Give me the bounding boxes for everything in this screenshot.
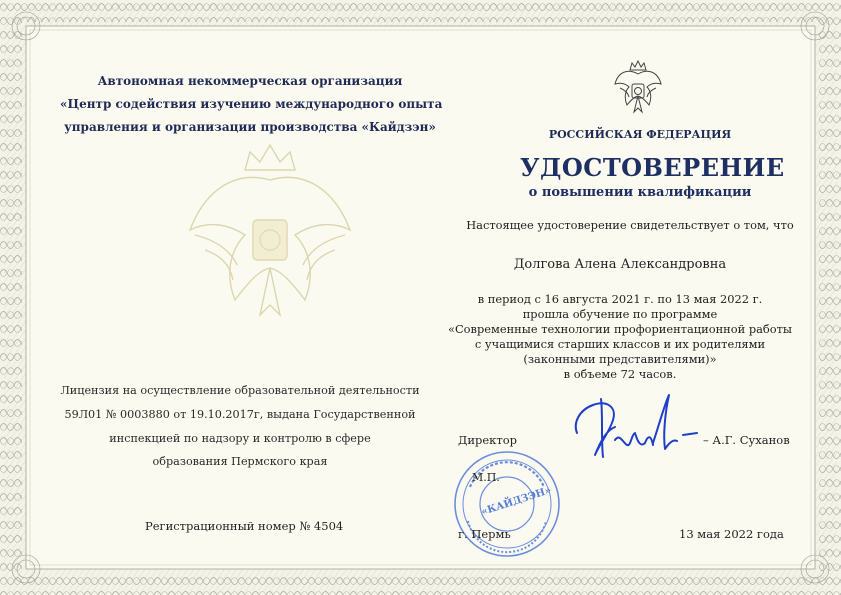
completed-text: прошла обучение по программе (522, 307, 718, 321)
director-label: Директор (458, 433, 518, 447)
license-line-2: 59Л01 № 0003880 от 19.10.2017г, выдана Государственной (64, 408, 416, 421)
city: г. Пермь (458, 527, 511, 541)
watermark-eagle-icon (175, 140, 365, 340)
document-title: УДОСТОВЕРЕНИЕ (520, 153, 785, 182)
organization-line-3: управления и организации производства «Кайдзэн» (64, 120, 436, 134)
recipient-name: Долгова Алена Александровна (513, 257, 727, 272)
director-signature (565, 385, 715, 475)
program-line-1: «Современные технологии профориентационной работы (448, 322, 792, 336)
license-line-4: образования Пермского края (152, 455, 328, 468)
program-line-3: (законными представителями)» (523, 352, 717, 366)
organization-line-1: Автономная некоммерческая организация (97, 74, 403, 88)
document-subtitle: о повышении квалификации (528, 185, 752, 200)
issue-date: 13 мая 2022 года (679, 527, 784, 541)
period-text: в период с 16 августа 2021 г. по 13 мая 2022 г. (477, 292, 763, 306)
organization-line-2: «Центр содействия изучению международного опыта (60, 97, 443, 111)
volume-text: в объеме 72 часов. (563, 367, 677, 381)
stamp-mp-label: М.П. (472, 471, 500, 484)
country-name: РОССИЙСКАЯ ФЕДЕРАЦИЯ (548, 128, 732, 141)
license-line-1: Лицензия на осуществление образовательной деятельности (60, 384, 420, 397)
license-line-3: инспекцией по надзору и контролю в сфере (109, 432, 371, 445)
program-line-2: с учащимися старших классов и их родителями (474, 337, 766, 351)
director-name: – А.Г. Суханов (703, 433, 790, 447)
certifies-text: Настоящее удостоверение свидетельствует о том, что (466, 218, 794, 232)
coat-of-arms-icon (612, 60, 664, 120)
registration-number: Регистрационный номер № 4504 (145, 519, 344, 533)
stamp-text: «КАЙДЗЭН» (480, 485, 553, 518)
